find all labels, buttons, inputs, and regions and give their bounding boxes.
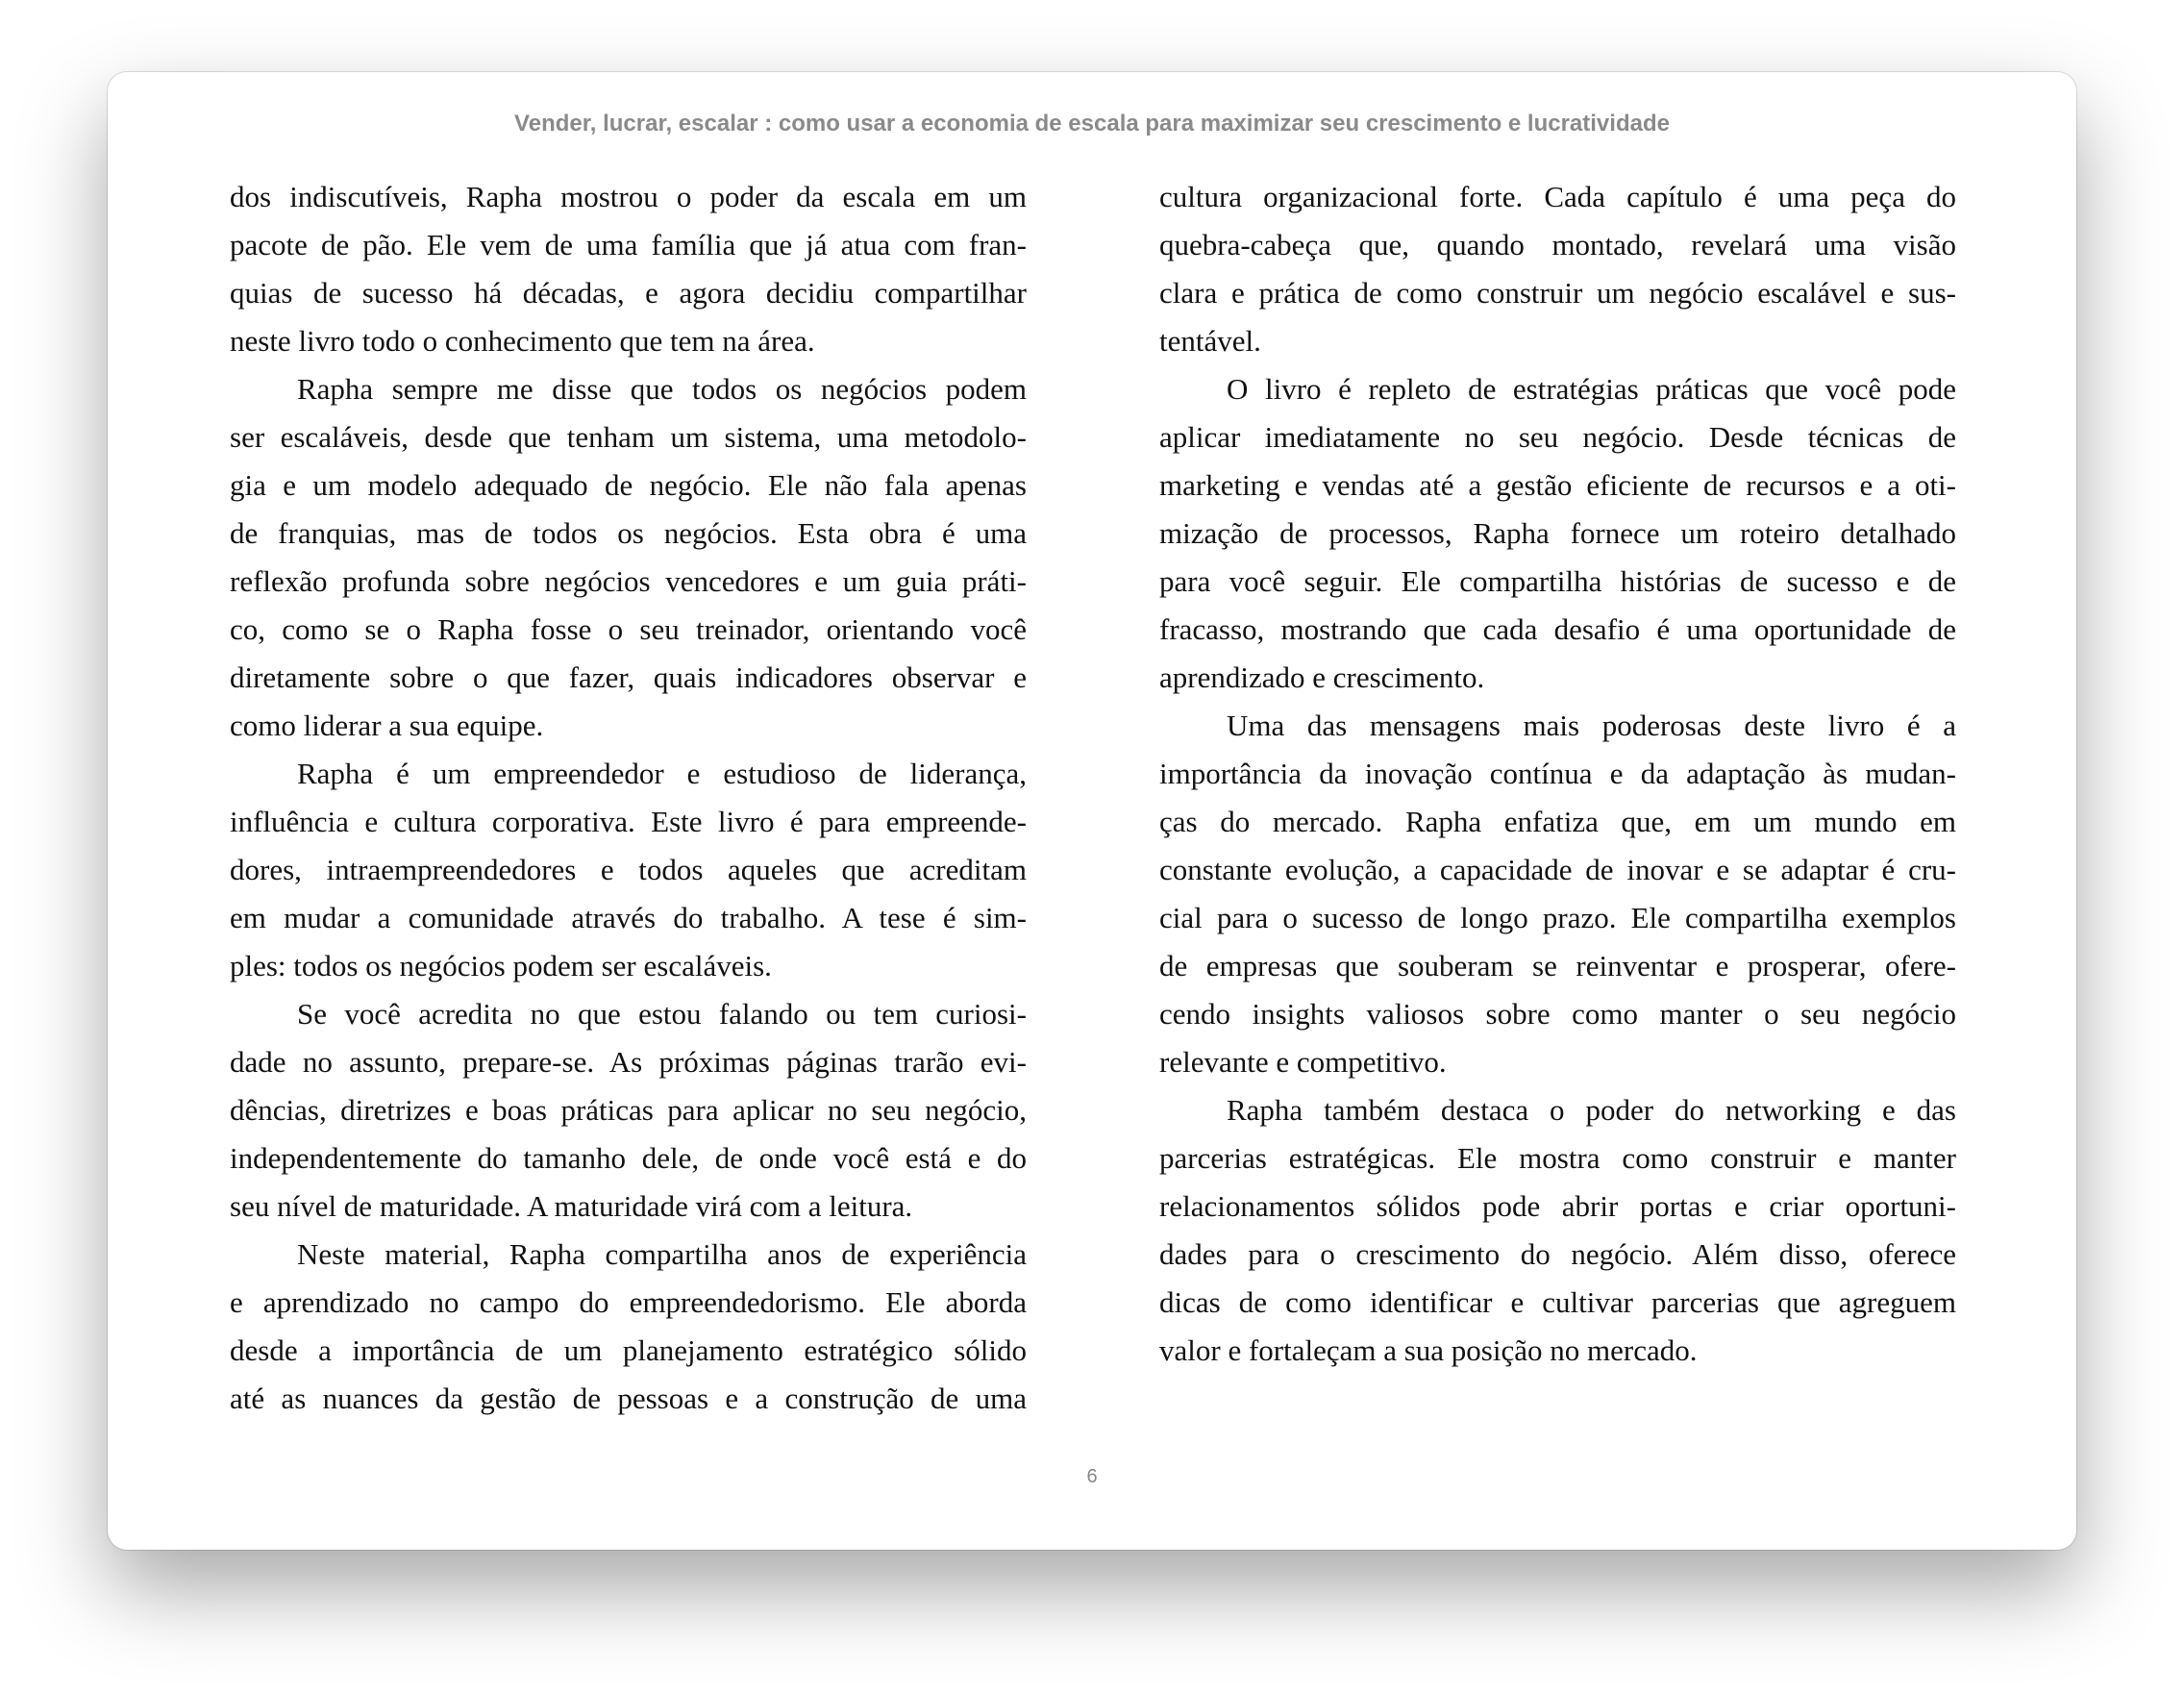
text-line: ser escaláveis, desde que tenham um sistema, uma metodolo- (230, 420, 1027, 454)
text-line: Neste material, Rapha compartilha anos de experiência (297, 1237, 1027, 1271)
text-line: dicas de como identificar e cultivar parcerias que agreguem (1159, 1285, 1956, 1319)
text-line: Uma das mensagens mais poderosas deste livro é a (1227, 709, 1956, 742)
paragraph (230, 750, 1027, 990)
text-line: dores, intraempreendedores e todos aqueles que acreditam (230, 853, 1027, 886)
paragraph (1159, 702, 1956, 1086)
text-line: dade no assunto, prepare-se. As próximas páginas trarão evi- (230, 1045, 1027, 1079)
text-line: diretamente sobre o que fazer, quais indicadores observar e (230, 660, 1027, 694)
text-line: mização de processos, Rapha fornece um roteiro detalhado (1159, 516, 1956, 550)
text-line: gia e um modelo adequado de negócio. Ele não fala apenas (230, 468, 1027, 502)
text-line: até as nuances da gestão de pessoas e a construção de uma (230, 1381, 1027, 1415)
text-line: tentável. (1159, 324, 1261, 358)
paragraph (230, 1231, 1027, 1423)
text-line: Se você acredita no que estou falando ou tem curiosi- (297, 997, 1027, 1031)
text-line: ples: todos os negócios podem ser escaláveis. (230, 949, 772, 983)
text-line: Rapha sempre me disse que todos os negócios podem (297, 372, 1027, 406)
text-line: ças do mercado. Rapha enfatiza que, em um mundo em (1159, 805, 1956, 838)
text-line: cial para o sucesso de longo prazo. Ele compartilha exemplos (1159, 901, 1956, 934)
text-line: aprendizado e crescimento. (1159, 660, 1485, 694)
paragraph (1159, 173, 1956, 365)
text-line: valor e fortaleçam a sua posição no mercado. (1159, 1333, 1698, 1367)
text-line: quias de sucesso há décadas, e agora decidiu compartilhar (230, 276, 1027, 310)
text-line: como liderar a sua equipe. (230, 709, 544, 742)
page-number: 6 (1086, 1466, 1098, 1487)
text-line: e aprendizado no campo do empreendedorismo. Ele aborda (230, 1285, 1027, 1319)
text-line: importância da inovação contínua e da adaptação às mudan- (1159, 757, 1956, 790)
text-line: Rapha é um empreendedor e estudioso de liderança, (297, 757, 1027, 790)
paragraph (230, 990, 1027, 1231)
text-line: pacote de pão. Ele vem de uma família que já atua com fran- (230, 228, 1027, 261)
text-line: seu nível de maturidade. A maturidade virá com a leitura. (230, 1189, 913, 1223)
text-line: de franquias, mas de todos os negócios. Esta obra é uma (230, 516, 1027, 550)
reader-window (108, 72, 2076, 1550)
text-line: constante evolução, a capacidade de inovar e se adaptar é cru- (1159, 853, 1956, 886)
text-line: em mudar a comunidade através do trabalho. A tese é sim- (230, 901, 1027, 934)
text-line: desde a importância de um planejamento estratégico sólido (230, 1333, 1027, 1367)
left-page-text (230, 173, 1027, 1423)
text-line: co, como se o Rapha fosse o seu treinador, orientando você (230, 612, 1027, 646)
text-line: clara e prática de como construir um negócio escalável e sus- (1159, 276, 1956, 310)
text-line: O livro é repleto de estratégias práticas que você pode (1227, 372, 1956, 406)
paragraph (230, 365, 1027, 750)
text-line: dências, diretrizes e boas práticas para aplicar no seu negócio, (230, 1093, 1027, 1127)
text-line: marketing e vendas até a gestão eficiente de recursos e a oti- (1159, 468, 1956, 502)
text-line: parcerias estratégicas. Ele mostra como construir e manter (1159, 1141, 1956, 1175)
text-line: fracasso, mostrando que cada desafio é uma oportunidade de (1159, 612, 1956, 646)
text-line: Rapha também destaca o poder do networking e das (1227, 1093, 1956, 1127)
text-line: aplicar imediatamente no seu negócio. Desde técnicas de (1159, 420, 1956, 454)
text-line: independentemente do tamanho dele, de onde você está e do (230, 1141, 1027, 1175)
right-page-text (1159, 173, 1956, 1375)
text-line: neste livro todo o conhecimento que tem na área. (230, 324, 815, 358)
text-line: de empresas que souberam se reinventar e prosperar, ofere- (1159, 949, 1956, 983)
text-line: reflexão profunda sobre negócios vencedores e um guia práti- (230, 564, 1027, 598)
text-line: cultura organizacional forte. Cada capítulo é uma peça do (1159, 180, 1956, 213)
paragraph (1159, 1086, 1956, 1375)
text-line: dades para o crescimento do negócio. Além disso, oferece (1159, 1237, 1956, 1271)
text-line: cendo insights valiosos sobre como manter o seu negócio (1159, 997, 1956, 1031)
text-line: relacionamentos sólidos pode abrir portas e criar oportuni- (1159, 1189, 1956, 1223)
text-line: influência e cultura corporativa. Este livro é para empreende- (230, 805, 1027, 838)
text-line: relevante e competitivo. (1159, 1045, 1447, 1079)
paragraph (230, 173, 1027, 365)
book-title: Vender, lucrar, escalar : como usar a economia de escala para maximizar seu crescimento e lucratividade (514, 111, 1670, 137)
paragraph (1159, 365, 1956, 702)
text-line: quebra-cabeça que, quando montado, revelará uma visão (1159, 228, 1956, 261)
text-line: dos indiscutíveis, Rapha mostrou o poder da escala em um (230, 180, 1027, 213)
text-line: para você seguir. Ele compartilha histórias de sucesso e de (1159, 564, 1956, 598)
